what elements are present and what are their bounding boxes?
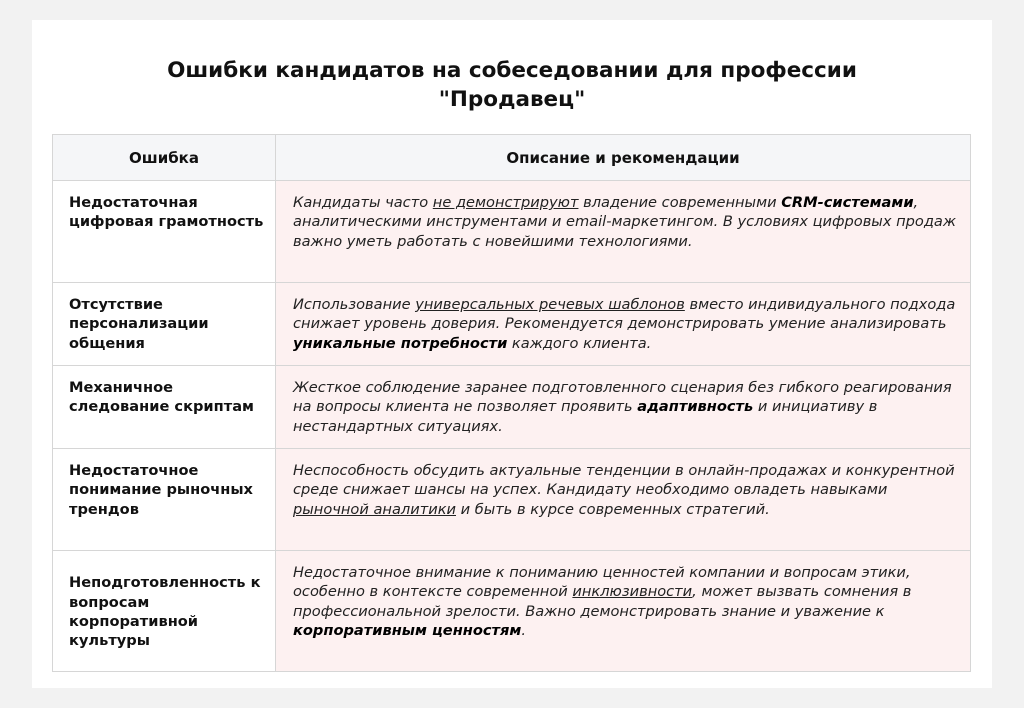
table-row [53, 283, 971, 366]
description-text: вместо индивидуального подхода снижает уровень доверия. Рекомендуется демонстрировать умение анализировать [293, 296, 956, 333]
description-text: Жесткое соблюдение заранее подготовленного сценария без гибкого реагирования на вопросы клиента не позволяет проявить [293, 379, 952, 416]
description-text: , может вызвать сомнения в профессиональной зрелости. Важно демонстрировать знание и уважение к [293, 583, 912, 620]
description-text: Использование [293, 296, 416, 313]
error-cell: Неподготовленность к вопросам корпоративной культуры [53, 551, 276, 672]
error-cell: Недостаточное понимание рыночных трендов [53, 449, 276, 551]
description-text: владение современными [578, 194, 782, 211]
document-card [32, 20, 992, 688]
description-text: . [521, 622, 526, 640]
bold-phrase: адаптивность [637, 398, 754, 416]
bold-phrase: CRM-системами [781, 194, 914, 211]
error-cell: Недостаточная цифровая грамотность [53, 181, 276, 283]
page-title-line-2: "Продавец" [438, 87, 586, 112]
description-cell [276, 283, 971, 366]
table-row [53, 551, 971, 672]
underlined-phrase: инклюзивности [572, 583, 693, 601]
underlined-phrase: не демонстрируют [432, 194, 579, 211]
table-row [53, 449, 971, 551]
description-cell [276, 449, 971, 551]
description-cell [276, 181, 971, 283]
underlined-phrase: рыночной аналитики [293, 500, 456, 518]
column-header-description: Описание и рекомендации [276, 135, 971, 181]
description-text: Кандидаты часто [293, 194, 433, 211]
page-title [32, 56, 992, 114]
description-text: , аналитическими инструментами и email-маркетингом. В условиях цифровых продаж важно уметь работать с новейшими технологиями. [293, 194, 957, 250]
description-cell [276, 366, 971, 449]
description-text: и инициативу в нестандартных ситуациях. [293, 398, 878, 435]
mistakes-table [52, 134, 971, 672]
bold-phrase: уникальные потребности [293, 334, 508, 352]
description-text: Недостаточное внимание к пониманию ценностей компании и вопросам этики, особенно в контексте современной [293, 564, 911, 601]
error-cell: Механичное следование скриптам [53, 366, 276, 449]
bold-phrase: корпоративным ценностям [293, 622, 522, 640]
table-row [53, 181, 971, 283]
page-title-line-1: Ошибки кандидатов на собеседовании для профессии [167, 58, 857, 83]
description-text: Неспособность обсудить актуальные тенденции в онлайн-продажах и конкурентной среде снижает шансы на успех. Кандидату необходимо овладеть навыками [293, 462, 955, 499]
error-cell: Отсутствие персонализации общения [53, 283, 276, 366]
column-header-error: Ошибка [53, 135, 276, 181]
table-header-row [53, 135, 971, 181]
table-row [53, 366, 971, 449]
description-text: каждого клиента. [507, 334, 652, 352]
description-cell [276, 551, 971, 672]
description-text: и быть в курсе современных стратегий. [456, 500, 770, 518]
underlined-phrase: универсальных речевых шаблонов [415, 296, 685, 313]
